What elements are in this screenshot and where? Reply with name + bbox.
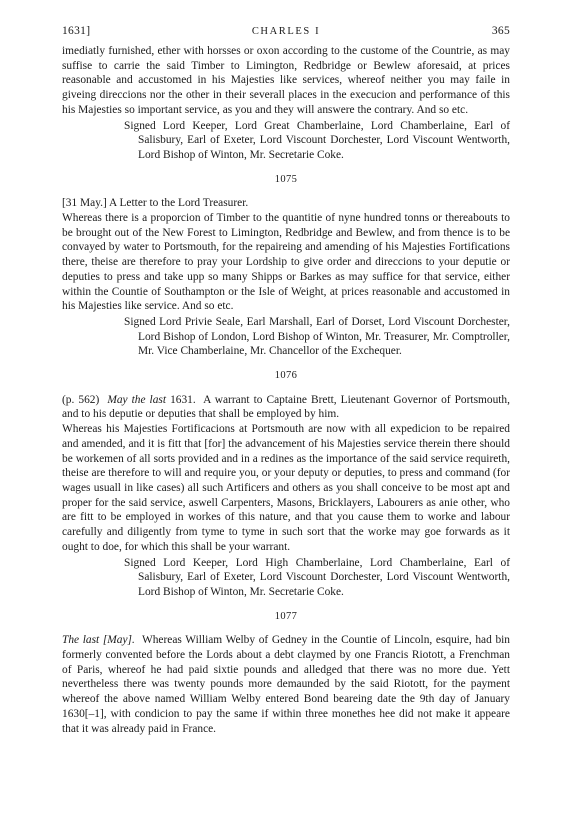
signatories-1075: Signed Lord Privie Seale, Earl Marshall, Earl of Dorset, Lord Viscount Dorchester, Lord Bishop of London, Lord Bishop of Winton, Mr. Treasurer, Mr. Comptroller, Mr. Vice Chamberlaine, Mr. Chancellor of the Exchequer.: [124, 315, 510, 358]
entry-1076-date-year: 1631.: [170, 393, 196, 406]
entry-1076-heading: [62, 393, 510, 422]
document-page: [62, 24, 510, 736]
entry-1076-ref: (p. 562): [62, 393, 100, 406]
entry-1075-title: A Letter to the Lord Treasurer.: [109, 197, 249, 210]
header-page-number: 365: [491, 25, 510, 37]
entry-number-1076: 1076: [274, 370, 298, 382]
entry-1077-date: The last [May].: [62, 634, 135, 647]
header-title: CHARLES I: [251, 26, 321, 37]
entry-1075-date: [31 May.]: [62, 197, 107, 210]
signatories-block-1: Signed Lord Keeper, Lord Great Chamberlaine, Lord Chamberlaine, Earl of Salisbury, Earl of Exeter, Lord Viscount Dorchester, Lord Viscount Wentworth, Lord Bishop of Winton, Mr. Secretarie Coke.: [124, 119, 510, 161]
entry-number-1075: 1075: [274, 173, 298, 185]
signatories-1076: Signed Lord Keeper, Lord High Chamberlaine, Lord Chamberlaine, Earl of Salisbury, Earl of Exeter, Lord Viscount Dorchester, Lord Viscount Wentworth, Lord Bishop of Winton, Mr. Secretarie Coke.: [124, 556, 510, 598]
continued-paragraph: imediatly furnished, ether with horsses or oxon according to the custome of the Countrie, as may suffise to carrie the said Timber to Limington, Redbridge or Bewlew aforesaid, at prices reasonable and accustomed in his Majesties like services, whereof neither you may faile in giveing direccions nor the other in their severall places in the execucion and performance of this his Majesties so important service, as you and they will answere the contrary. And so etc.: [62, 45, 510, 116]
entry-1076-paragraph: Whereas his Majesties Fortificacions at Portsmouth are now with all expedicion to be repaired and amended, and it is fitt that [for] the advancement of his Majesties service therein there should be workemen of all sorts provided and in a redines as the importance of the said service requireth, theise are therefore to will and require you, or your deputy or deputies, to press and command (for wages usuall in like cases) all such Artificers and others as you shall conceive to be most apt and proper for the said service, aswell Carpenters, Masons, Bricklayers, Labourers as anie other, who are fitt to be employed in workes of this nature, and that you cause them to worke and labour carefully and diligently from tyme to tyme in such sort that the worke may goe forwards as it ought to doe, for which this shall be your warrant.: [62, 423, 510, 553]
entry-number-1077: 1077: [274, 610, 298, 622]
entry-1077-paragraph: Whereas William Welby of Gedney in the Countie of Lincoln, esquire, had bin formerly convented before the Lords about a debt claymed by one Francis Riotott, a Frenchman of Paris, whereof he had paid sixtie pounds and alledged that there was no more due. Yett nevertheless there was twenty pounds more demaunded by the said Riotott, for the payment whereof the above named William Welby entered Bond beareing date the 9th day of January 1630[–1], with condicion to pay the same if within three monethes hee did not make it appeare that it was already paid in France.: [62, 634, 510, 735]
entry-1076-date: May the last: [107, 393, 167, 406]
running-head: [62, 24, 510, 44]
entry-1075-paragraph: Whereas there is a proporcion of Timber to the quantitie of nyne hundred tonns or thereabouts to be brought out of the New Forest to Limington, Redbridge and Bewlew, and from thence is to be convayed by water to Portsmouth, for the repaireing and amending of his Majesties Fortifications there, theise are therefore to pray your Lordship to give order and direccions to your deputie or deputies to press and take upp so many Shipps or Barkes as may suffice for that service, either within the Countie of Southampton or the Isle of Weight, at prices reasonable and accustomed in his Majesties like service. And so etc.: [62, 212, 510, 313]
entry-1075-heading: [62, 196, 510, 211]
entry-1076-title: A warrant to Captaine Brett, Lieutenant Governor of Portsmouth, and to his deputie or deputies that shall be employed by him.: [62, 393, 510, 421]
header-year: 1631]: [62, 25, 91, 37]
entry-1077-paragraph-wrap: [62, 633, 510, 736]
